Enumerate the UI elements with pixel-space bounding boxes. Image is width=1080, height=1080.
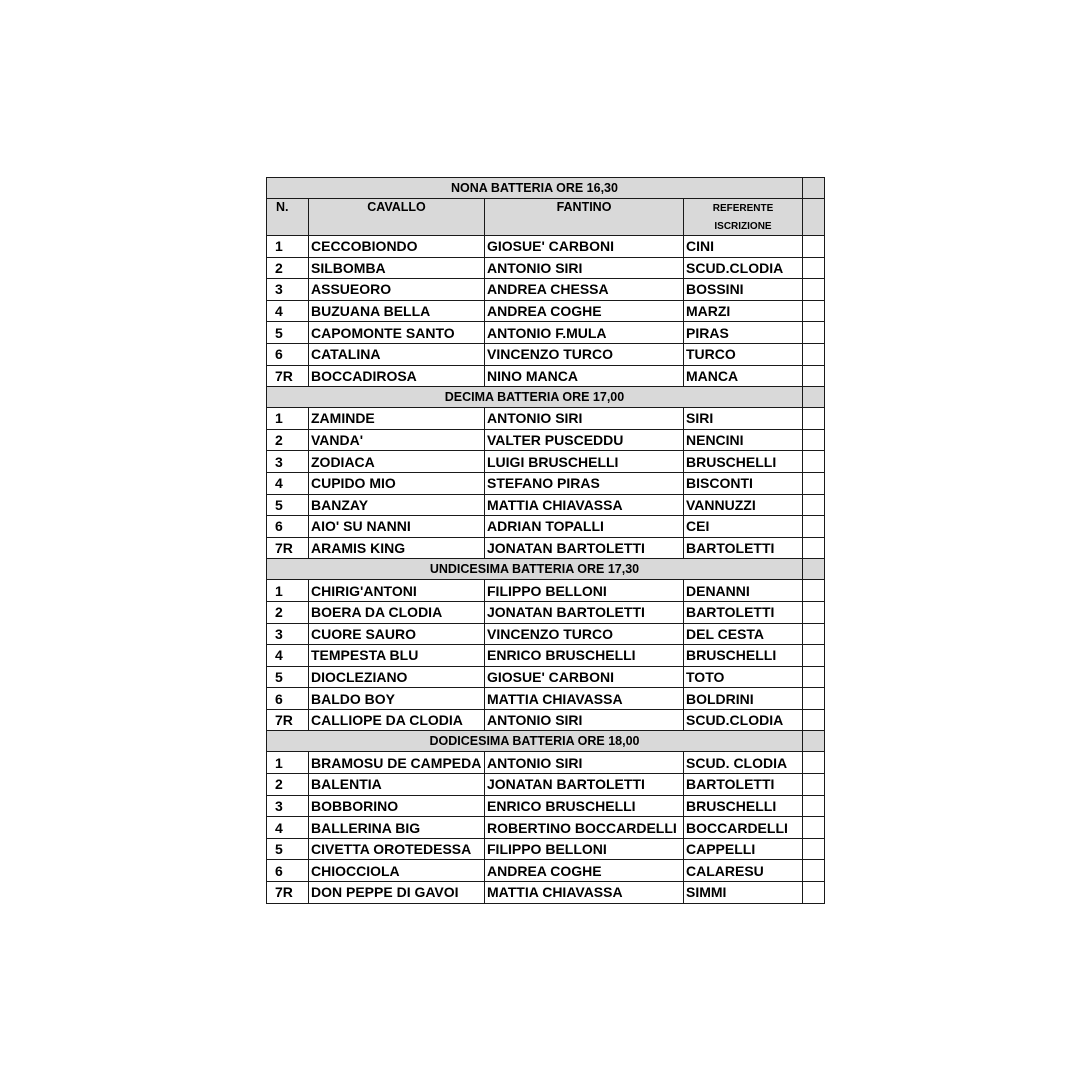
referent-name: BRUSCHELLI <box>684 451 803 473</box>
horse-name: DON PEPPE DI GAVOI <box>309 882 485 904</box>
jockey-name: JONATAN BARTOLETTI <box>485 537 684 559</box>
blank-cell <box>803 322 825 344</box>
blank-cell <box>803 343 825 365</box>
horse-name: SILBOMBA <box>309 257 485 279</box>
referent-name: SCUD. CLODIA <box>684 752 803 774</box>
referent-name: BOCCARDELLI <box>684 817 803 839</box>
entry-number: 6 <box>267 516 309 538</box>
entry-number: 2 <box>267 601 309 623</box>
referent-name: BARTOLETTI <box>684 601 803 623</box>
table-row <box>267 279 825 301</box>
table-row <box>267 451 825 473</box>
blank-cell <box>803 580 825 602</box>
jockey-name: MATTIA CHIAVASSA <box>485 688 684 710</box>
horse-name: BALLERINA BIG <box>309 817 485 839</box>
referent-name: NENCINI <box>684 429 803 451</box>
entry-number: 1 <box>267 408 309 430</box>
blank-cell <box>803 688 825 710</box>
blank-cell <box>803 537 825 559</box>
table-row <box>267 688 825 710</box>
jockey-name: FILIPPO BELLONI <box>485 838 684 860</box>
blank-cell <box>803 429 825 451</box>
header-referente-line2: ISCRIZIONE <box>714 221 772 232</box>
horse-name: CECCOBIONDO <box>309 236 485 258</box>
horse-name: CALLIOPE DA CLODIA <box>309 709 485 731</box>
table-row <box>267 236 825 258</box>
referent-name: BARTOLETTI <box>684 537 803 559</box>
blank-cell <box>803 472 825 494</box>
referent-name: CAPPELLI <box>684 838 803 860</box>
referent-name: BOSSINI <box>684 279 803 301</box>
horse-name: BOBBORINO <box>309 795 485 817</box>
table-row <box>267 860 825 882</box>
blank-cell <box>803 882 825 904</box>
table-row <box>267 343 825 365</box>
heat-title-row <box>267 559 825 580</box>
table-row <box>267 429 825 451</box>
table-row <box>267 494 825 516</box>
horse-name: CATALINA <box>309 343 485 365</box>
horse-name: AIO' SU NANNI <box>309 516 485 538</box>
blank-cell <box>803 516 825 538</box>
referent-name: MARZI <box>684 300 803 322</box>
horse-name: ASSUEORO <box>309 279 485 301</box>
blank-cell <box>803 774 825 796</box>
table-row <box>267 752 825 774</box>
referent-name: SIRI <box>684 408 803 430</box>
jockey-name: ANDREA COGHE <box>485 300 684 322</box>
entry-number: 5 <box>267 666 309 688</box>
heat-title: DODICESIMA BATTERIA ORE 18,00 <box>267 731 803 752</box>
heat-title: DECIMA BATTERIA ORE 17,00 <box>267 387 803 408</box>
entry-number: 3 <box>267 279 309 301</box>
jockey-name: ANDREA CHESSA <box>485 279 684 301</box>
referent-name: BISCONTI <box>684 472 803 494</box>
referent-name: CEI <box>684 516 803 538</box>
jockey-name: GIOSUE' CARBONI <box>485 666 684 688</box>
blank-cell <box>803 666 825 688</box>
entry-number: 3 <box>267 623 309 645</box>
referent-name: TURCO <box>684 343 803 365</box>
jockey-name: JONATAN BARTOLETTI <box>485 601 684 623</box>
table-row <box>267 365 825 387</box>
referent-name: SIMMI <box>684 882 803 904</box>
table-row <box>267 516 825 538</box>
blank-cell <box>803 494 825 516</box>
entry-number: 2 <box>267 774 309 796</box>
jockey-name: ENRICO BRUSCHELLI <box>485 645 684 667</box>
referent-name: PIRAS <box>684 322 803 344</box>
heat-title: NONA BATTERIA ORE 16,30 <box>267 178 803 199</box>
entry-number: 5 <box>267 494 309 516</box>
jockey-name: JONATAN BARTOLETTI <box>485 774 684 796</box>
jockey-name: NINO MANCA <box>485 365 684 387</box>
blank-cell <box>803 752 825 774</box>
horse-name: ZAMINDE <box>309 408 485 430</box>
horse-name: CAPOMONTE SANTO <box>309 322 485 344</box>
table-row <box>267 838 825 860</box>
horse-name: BANZAY <box>309 494 485 516</box>
jockey-name: ANTONIO SIRI <box>485 709 684 731</box>
referent-name: VANNUZZI <box>684 494 803 516</box>
horse-name: BRAMOSU DE CAMPEDA <box>309 752 485 774</box>
blank-cell <box>803 623 825 645</box>
entry-number: 6 <box>267 860 309 882</box>
referent-name: MANCA <box>684 365 803 387</box>
horse-name: TEMPESTA BLU <box>309 645 485 667</box>
heat-title-row <box>267 178 825 199</box>
jockey-name: FILIPPO BELLONI <box>485 580 684 602</box>
entry-number: 7R <box>267 882 309 904</box>
referent-name: BARTOLETTI <box>684 774 803 796</box>
jockey-name: ANTONIO F.MULA <box>485 322 684 344</box>
jockey-name: MATTIA CHIAVASSA <box>485 494 684 516</box>
table-row <box>267 408 825 430</box>
entry-number: 3 <box>267 795 309 817</box>
horse-name: BALDO BOY <box>309 688 485 710</box>
table-row <box>267 666 825 688</box>
heat-title-row <box>267 731 825 752</box>
blank-cell <box>803 199 825 236</box>
horse-name: VANDA' <box>309 429 485 451</box>
referent-name: BOLDRINI <box>684 688 803 710</box>
heats-table <box>266 177 825 904</box>
blank-cell <box>803 387 825 408</box>
table-row <box>267 300 825 322</box>
jockey-name: ADRIAN TOPALLI <box>485 516 684 538</box>
blank-cell <box>803 795 825 817</box>
jockey-name: ANTONIO SIRI <box>485 752 684 774</box>
column-header-row <box>267 199 825 236</box>
table-row <box>267 472 825 494</box>
table-row <box>267 580 825 602</box>
referent-name: BRUSCHELLI <box>684 645 803 667</box>
entry-number: 1 <box>267 752 309 774</box>
table-row <box>267 817 825 839</box>
jockey-name: VALTER PUSCEDDU <box>485 429 684 451</box>
jockey-name: ANTONIO SIRI <box>485 257 684 279</box>
horse-name: CUPIDO MIO <box>309 472 485 494</box>
blank-cell <box>803 236 825 258</box>
blank-cell <box>803 451 825 473</box>
blank-cell <box>803 279 825 301</box>
blank-cell <box>803 559 825 580</box>
blank-cell <box>803 408 825 430</box>
header-referente <box>684 199 803 236</box>
blank-cell <box>803 257 825 279</box>
entry-number: 2 <box>267 429 309 451</box>
heat-title-row <box>267 387 825 408</box>
horse-name: DIOCLEZIANO <box>309 666 485 688</box>
table-row <box>267 537 825 559</box>
jockey-name: VINCENZO TURCO <box>485 623 684 645</box>
referent-name: SCUD.CLODIA <box>684 709 803 731</box>
referent-name: DENANNI <box>684 580 803 602</box>
blank-cell <box>803 601 825 623</box>
horse-name: ZODIACA <box>309 451 485 473</box>
entry-number: 1 <box>267 236 309 258</box>
jockey-name: MATTIA CHIAVASSA <box>485 882 684 904</box>
blank-cell <box>803 860 825 882</box>
blank-cell <box>803 709 825 731</box>
entry-number: 3 <box>267 451 309 473</box>
heat-title: UNDICESIMA BATTERIA ORE 17,30 <box>267 559 803 580</box>
horse-name: BOERA DA CLODIA <box>309 601 485 623</box>
table-row <box>267 322 825 344</box>
referent-name: SCUD.CLODIA <box>684 257 803 279</box>
table-row <box>267 257 825 279</box>
table-row <box>267 774 825 796</box>
table-row <box>267 645 825 667</box>
entry-number: 4 <box>267 472 309 494</box>
referent-name: CINI <box>684 236 803 258</box>
header-n: N. <box>267 199 309 236</box>
entry-number: 7R <box>267 709 309 731</box>
horse-name: BUZUANA BELLA <box>309 300 485 322</box>
horse-name: CIVETTA OROTEDESSA <box>309 838 485 860</box>
blank-cell <box>803 817 825 839</box>
entry-number: 7R <box>267 365 309 387</box>
jockey-name: GIOSUE' CARBONI <box>485 236 684 258</box>
table-row <box>267 709 825 731</box>
blank-cell <box>803 838 825 860</box>
entry-number: 4 <box>267 300 309 322</box>
referent-name: TOTO <box>684 666 803 688</box>
jockey-name: VINCENZO TURCO <box>485 343 684 365</box>
entry-number: 4 <box>267 817 309 839</box>
horse-name: CHIOCCIOLA <box>309 860 485 882</box>
entry-number: 2 <box>267 257 309 279</box>
jockey-name: ANTONIO SIRI <box>485 408 684 430</box>
referent-name: DEL CESTA <box>684 623 803 645</box>
entry-number: 6 <box>267 688 309 710</box>
entry-number: 7R <box>267 537 309 559</box>
header-fantino: FANTINO <box>485 199 684 236</box>
table-row <box>267 623 825 645</box>
referent-name: BRUSCHELLI <box>684 795 803 817</box>
entry-number: 5 <box>267 322 309 344</box>
jockey-name: ANDREA COGHE <box>485 860 684 882</box>
horse-name: CHIRIG'ANTONI <box>309 580 485 602</box>
horse-name: BALENTIA <box>309 774 485 796</box>
blank-cell <box>803 300 825 322</box>
jockey-name: STEFANO PIRAS <box>485 472 684 494</box>
jockey-name: ROBERTINO BOCCARDELLI <box>485 817 684 839</box>
blank-cell <box>803 731 825 752</box>
jockey-name: ENRICO BRUSCHELLI <box>485 795 684 817</box>
blank-cell <box>803 365 825 387</box>
table-row <box>267 882 825 904</box>
header-cavallo: CAVALLO <box>309 199 485 236</box>
referent-name: CALARESU <box>684 860 803 882</box>
entry-number: 6 <box>267 343 309 365</box>
blank-cell <box>803 645 825 667</box>
horse-name: CUORE SAURO <box>309 623 485 645</box>
entry-number: 5 <box>267 838 309 860</box>
horse-name: BOCCADIROSA <box>309 365 485 387</box>
jockey-name: LUIGI BRUSCHELLI <box>485 451 684 473</box>
header-referente-line1: REFERENTE <box>712 203 774 214</box>
heats-table-body <box>267 178 825 904</box>
blank-cell <box>803 178 825 199</box>
horse-name: ARAMIS KING <box>309 537 485 559</box>
table-row <box>267 795 825 817</box>
entry-number: 4 <box>267 645 309 667</box>
entry-number: 1 <box>267 580 309 602</box>
table-row <box>267 601 825 623</box>
